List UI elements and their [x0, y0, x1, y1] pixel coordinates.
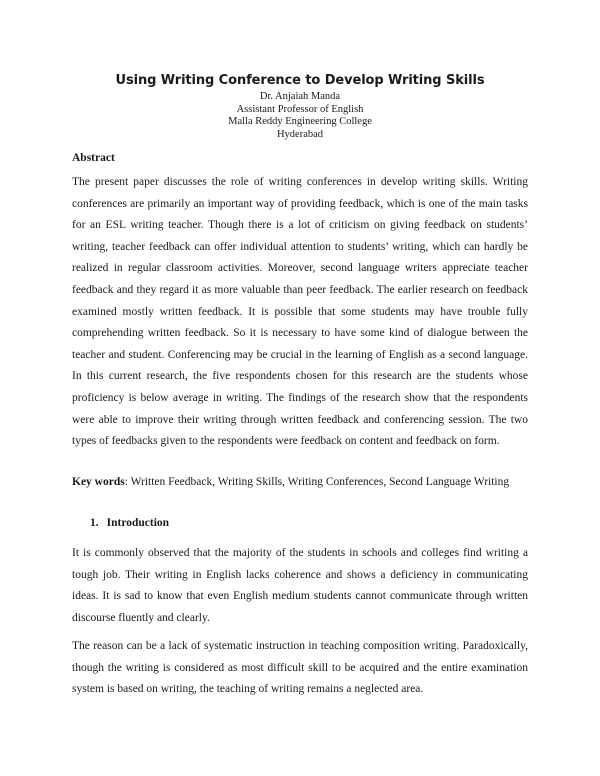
- introduction-paragraph-2: The reason can be a lack of systematic instruction in teaching composition writing. Paradoxically, though the writing is considered as most difficult skill to be acquired and the entire examination system is based on writing, the teaching of writing remains a neglected area.: [72, 640, 528, 696]
- keywords-label: Key words: [72, 476, 125, 488]
- keywords-line: [72, 476, 528, 488]
- author-position: Assistant Professor of English: [236, 103, 364, 115]
- abstract-text: The present paper discusses the role of writing conferences in develop writing skills. Writing conferences are primarily an important way of providing feedback, which is one of the main tasks for an ESL writing teacher. Though there is a lot of criticism on giving feedback on students’ writing, teacher feedback can offer individual attention to students’ writing, which can hardly be realized in regular classroom activities. Moreover, second language writers appreciate teacher feedback and they regard it as more valuable than peer feedback. The earlier research on feedback examined mostly written feedback. It is possible that some students may have trouble fully comprehending written feedback. So it is necessary to have some kind of dialogue between the teacher and student. Conferencing may be crucial in the learning of English as a second language. In this current research, the five respondents chosen for this research are the students whose proficiency is below average in writing. The findings of the research show that the respondents were able to improve their writing through written feedback and conferencing session. The two types of feedbacks given to the respondents were feedback on content and feedback on form.: [72, 176, 528, 448]
- author-block: [0, 91, 600, 141]
- author-name: Dr. Anjaiah Manda: [259, 91, 341, 102]
- keywords-separator: :: [124, 476, 131, 488]
- section-heading-introduction: [90, 517, 169, 529]
- abstract-heading: Abstract: [72, 152, 115, 164]
- section-title: Introduction: [106, 517, 170, 529]
- author-city: Hyderabad: [276, 128, 324, 140]
- author-institution: Malla Reddy Engineering College: [228, 116, 372, 127]
- introduction-paragraph-1: It is commonly observed that the majority of the students in schools and colleges find writing a tough job. Their writing in English lacks coherence and shows a deficiency in communicating ideas. It is sad to know that even English medium students cannot communicate through written discourse fluently and clearly.: [72, 547, 528, 624]
- section-number: 1.: [90, 517, 99, 529]
- paper-title: Using Writing Conference to Develop Writing Skills: [115, 73, 485, 88]
- keywords-text: Written Feedback, Writing Skills, Writing Conferences, Second Language Writing: [130, 476, 510, 488]
